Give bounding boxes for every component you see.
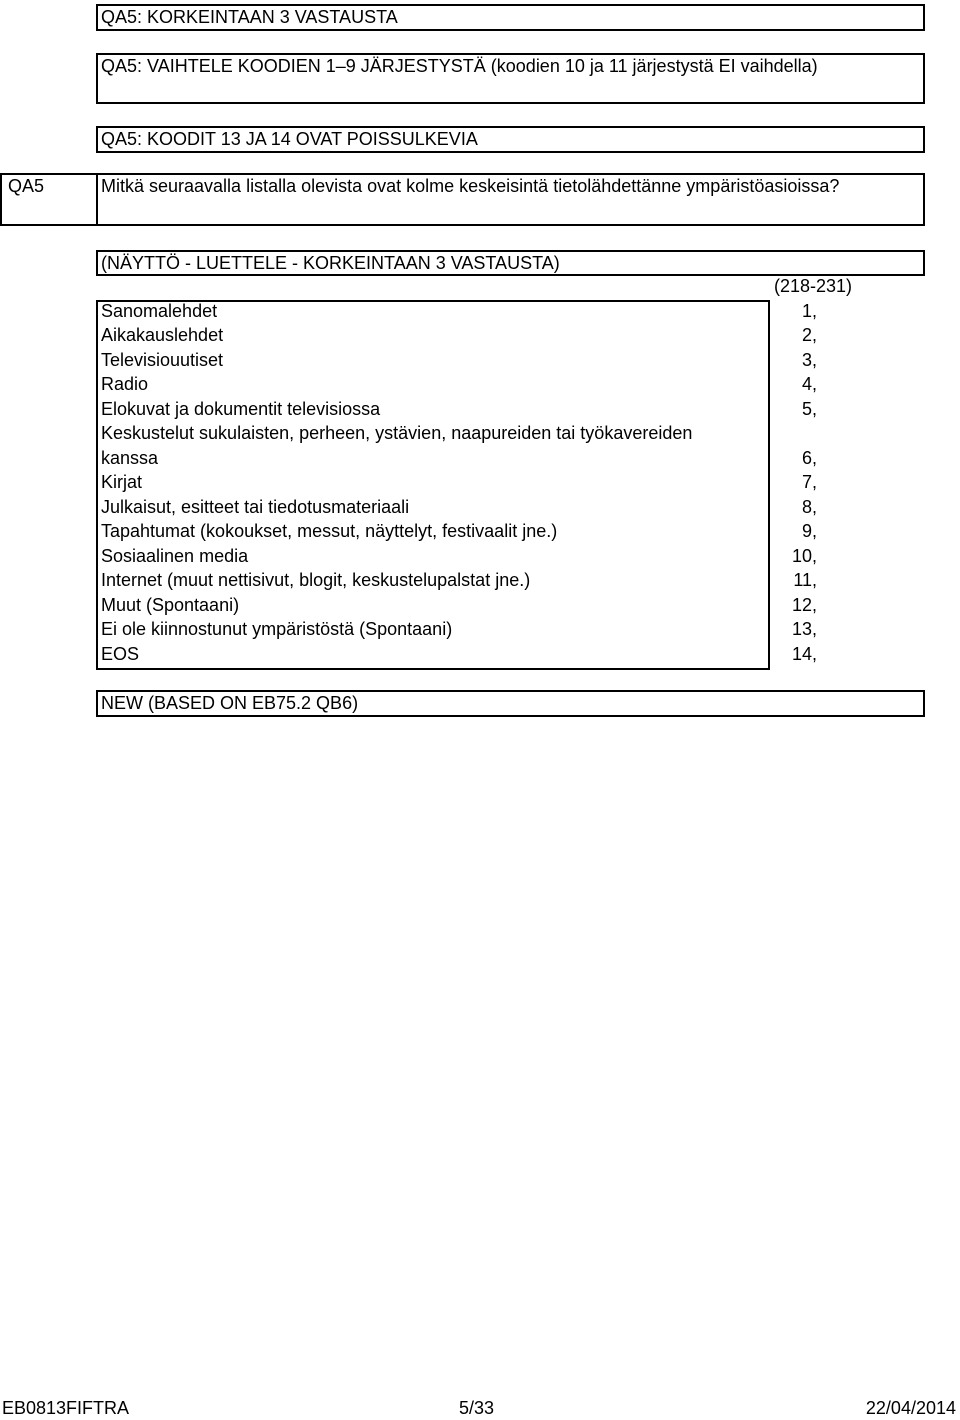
question-id: QA5 — [8, 176, 45, 196]
option-code: 9, — [801, 521, 817, 541]
option-label: Sosiaalinen media — [101, 546, 249, 566]
option-label: Elokuvat ja dokumentit televisiossa — [101, 399, 381, 419]
option-code: 5, — [801, 399, 817, 419]
option-code: 12, — [791, 595, 817, 615]
option-code: 4, — [801, 374, 817, 394]
question-text: Mitkä seuraavalla listalla olevista ovat kolme keskeisintä tietolähdettänne ympäristöasioissa? — [101, 176, 840, 196]
instruction-rotate-codes-text: QA5: VAIHTELE KOODIEN 1–9 JÄRJESTYSTÄ (koodien 10 ja 11 järjestystä EI vaihdella) — [101, 56, 818, 76]
option-label: Internet (muut nettisivut, blogit, keskustelupalstat jne.) — [101, 570, 531, 590]
option-label: EOS — [101, 644, 140, 664]
option-label: Ei ole kiinnostunut ympäristöstä (Spontaani) — [101, 619, 453, 639]
option-label: Radio — [101, 374, 149, 394]
question-id-cell — [0, 173, 98, 226]
question-text-cell — [96, 173, 925, 226]
option-label: Sanomalehdet — [101, 301, 218, 321]
option-code: 7, — [801, 472, 817, 492]
option-label-continued: kanssa — [101, 448, 159, 468]
option-label: Muut (Spontaani) — [101, 595, 240, 615]
option-code: 2, — [801, 325, 817, 345]
option-code: 6, — [801, 448, 817, 468]
option-code: 11, — [793, 570, 817, 590]
column-range: (218-231) — [774, 276, 853, 296]
option-label: Televisiouutiset — [101, 350, 224, 370]
show-instruction — [96, 250, 925, 276]
option-code: 13, — [791, 619, 817, 639]
source-note — [96, 690, 925, 717]
option-code: 14, — [791, 644, 817, 664]
option-code: 10, — [791, 546, 817, 566]
footer-page-number: 5/33 — [459, 1398, 495, 1418]
instruction-exclusive-codes-text: QA5: KOODIT 13 JA 14 OVAT POISSULKEVIA — [101, 129, 478, 149]
option-label: Kirjat — [101, 472, 143, 492]
instruction-max-answers — [96, 4, 925, 31]
source-note-text: NEW (BASED ON EB75.2 QB6) — [101, 693, 359, 713]
option-label: Tapahtumat (kokoukset, messut, näyttelyt, festivaalit jne.) — [101, 521, 558, 541]
show-instruction-text: (NÄYTTÖ - LUETTELE - KORKEINTAAN 3 VASTAUSTA) — [101, 253, 560, 273]
option-code: 3, — [801, 350, 817, 370]
instruction-exclusive-codes — [96, 126, 925, 153]
option-label: Julkaisut, esitteet tai tiedotusmateriaali — [101, 497, 410, 517]
instruction-rotate-codes — [96, 53, 925, 104]
footer-doc-code: EB0813FIFTRA — [2, 1398, 130, 1418]
option-code: 1, — [801, 301, 817, 321]
option-code: 8, — [801, 497, 817, 517]
footer-date: 22/04/2014 — [865, 1398, 956, 1418]
instruction-max-answers-text: QA5: KORKEINTAAN 3 VASTAUSTA — [101, 7, 398, 27]
option-label: Keskustelut sukulaisten, perheen, ystävien, naapureiden tai työkavereiden — [101, 423, 693, 443]
option-label: Aikakauslehdet — [101, 325, 224, 345]
